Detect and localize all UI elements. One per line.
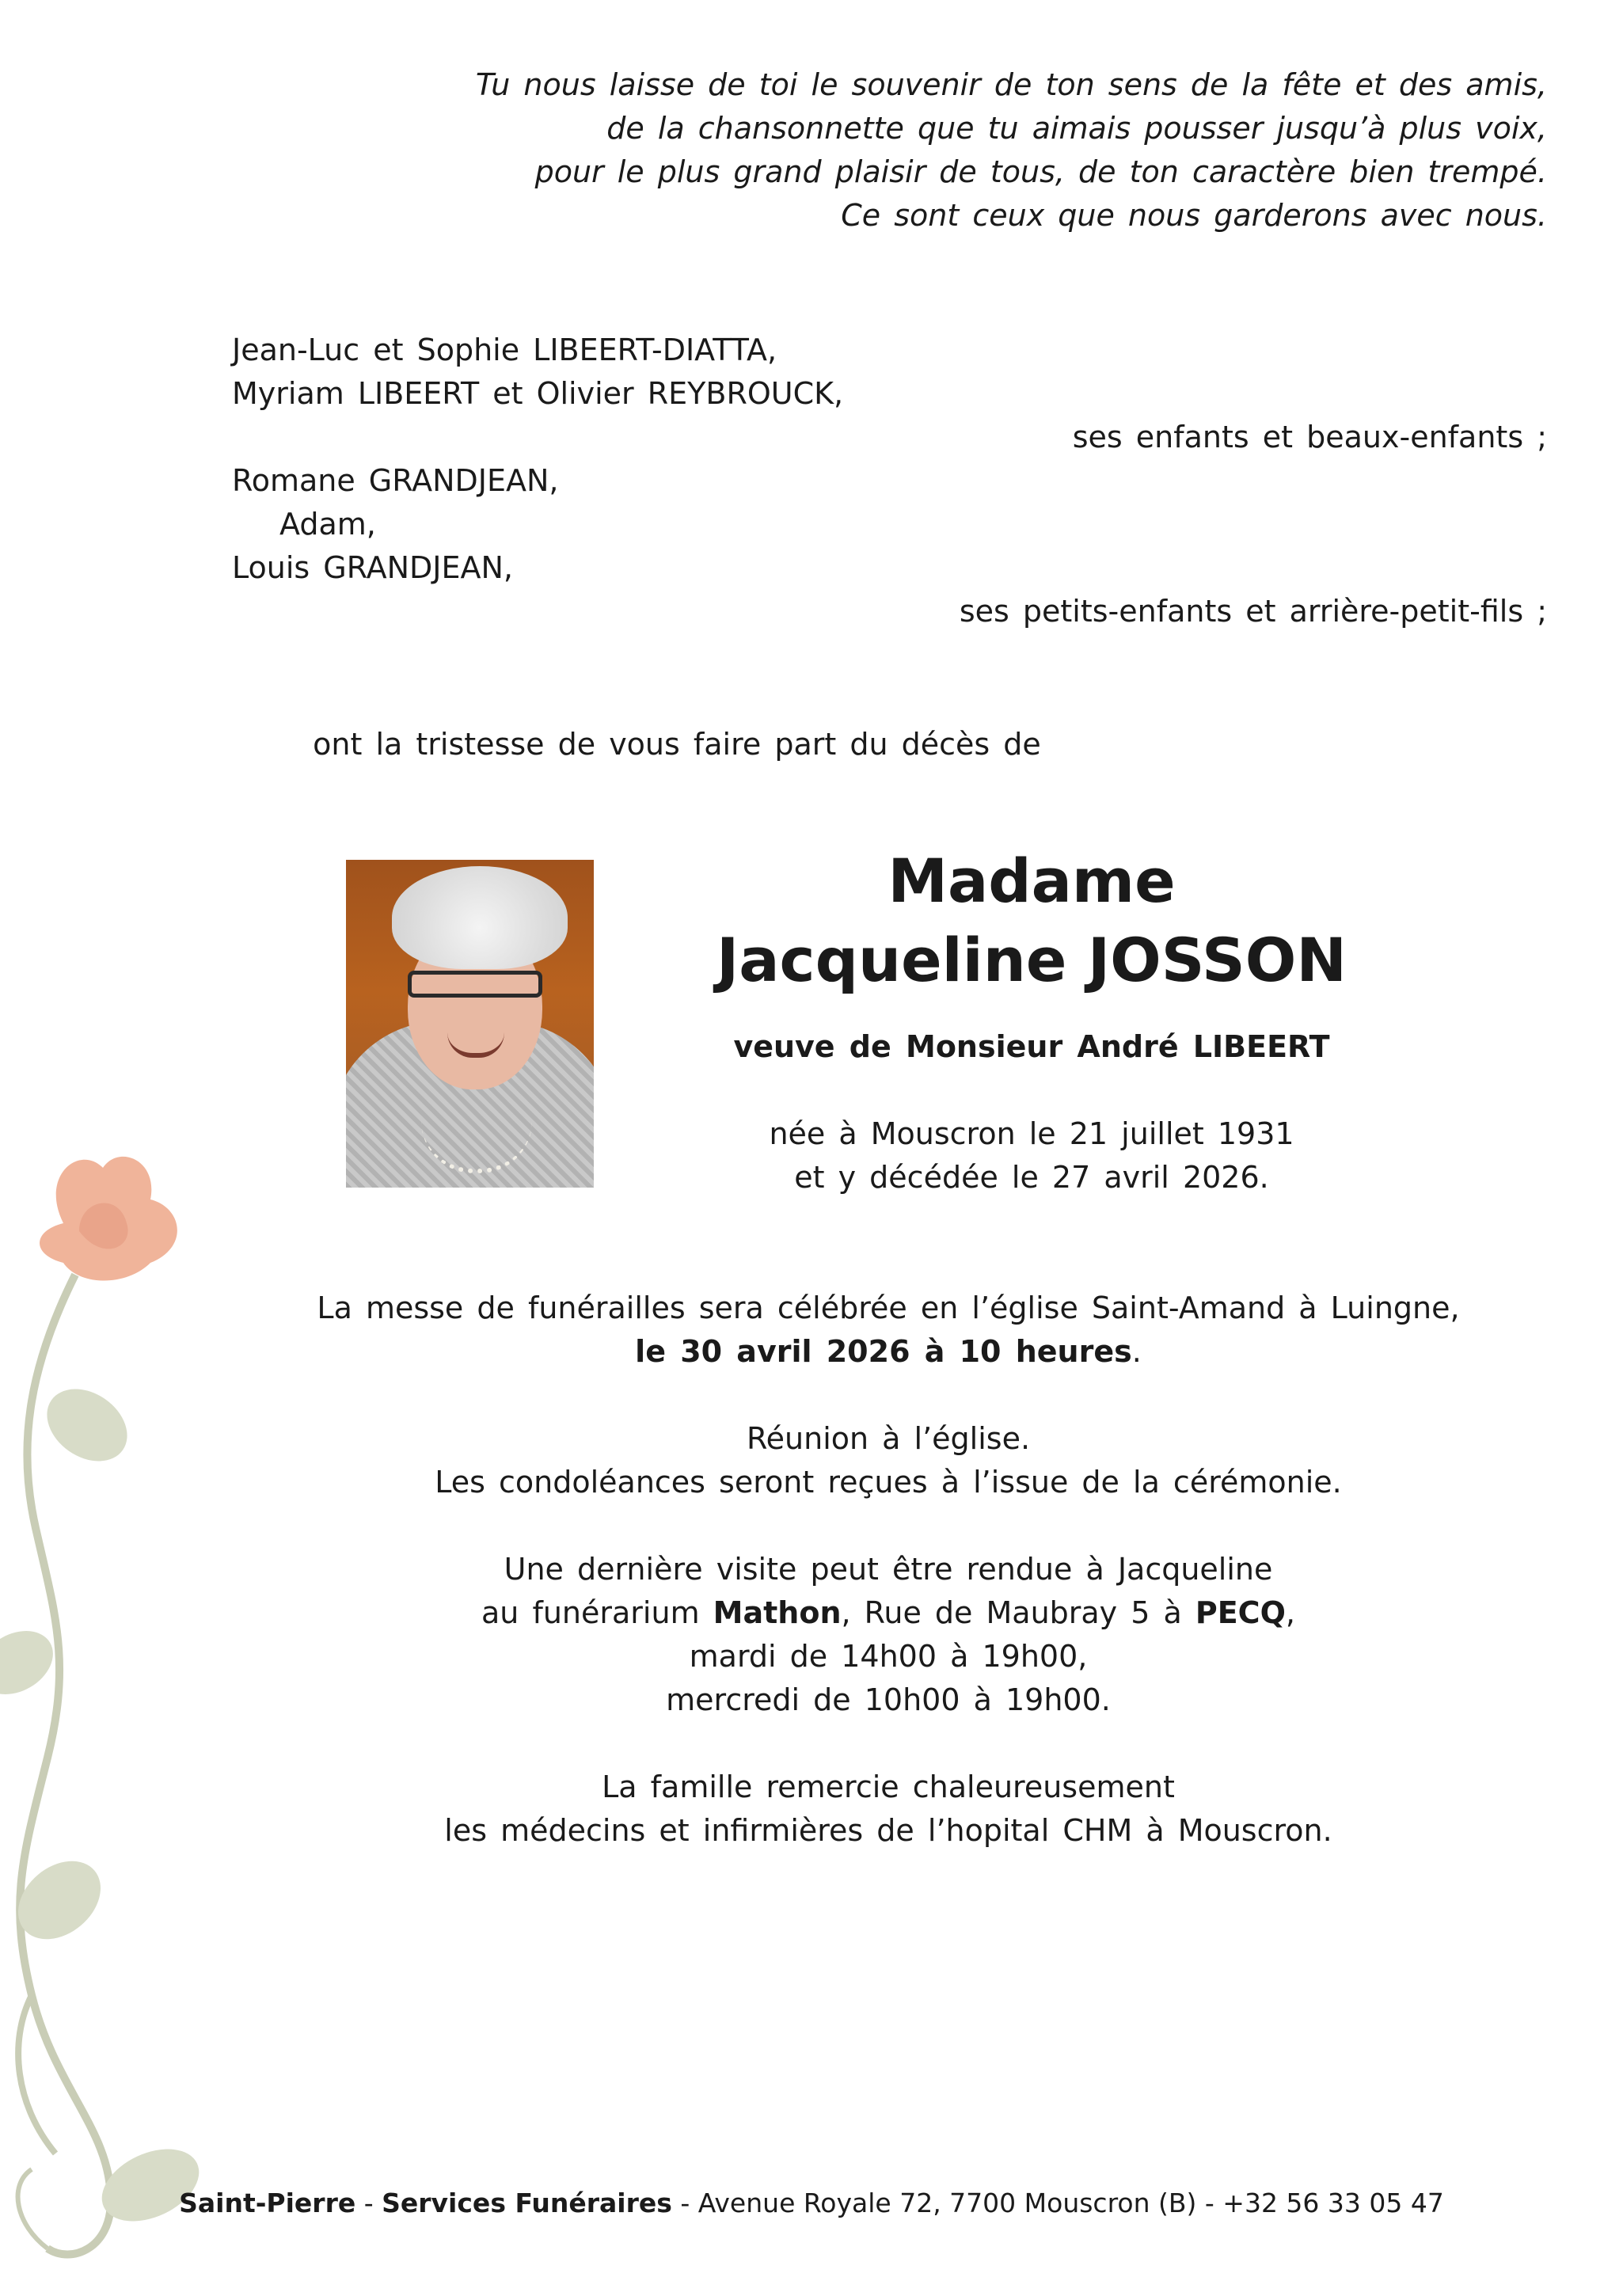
epitaph-poem [359, 63, 1547, 238]
mass-line: La messe de funérailles sera célébrée en l’église Saint-Amand à Luingne, [317, 1291, 1460, 1325]
mass-date-line: le 30 avril 2026 à 10 heures. [635, 1334, 1142, 1369]
deceased-name: Jacqueline JOSSON [716, 925, 1347, 995]
family-member: Adam, [279, 507, 376, 542]
poem-line: Tu nous laisse de toi le souvenir de ton sens de la fête et des amis, [475, 67, 1547, 102]
family-role: ses enfants et beaux-enfants ; [1072, 420, 1547, 454]
town-name: PECQ [1195, 1595, 1286, 1630]
widow-of: veuve de Monsieur André LIBEERT [733, 1029, 1330, 1064]
deceased-salutation: Madame [888, 846, 1176, 916]
condolences-line: Les condoléances seront reçues à l’issue de la cérémonie. [435, 1465, 1342, 1500]
family-member: Jean-Luc et Sophie LIBEERT-DIATTA, [232, 333, 777, 367]
poem-line: Ce sont ceux que nous garderons avec nous. [841, 198, 1547, 233]
funeral-home-line: au funérarium Mathon, Rue de Maubray 5 à PECQ, [481, 1595, 1295, 1630]
rose-decoration [0, 1156, 238, 2296]
visit-hours-wednesday: mercredi de 10h00 à 19h00. [666, 1682, 1111, 1717]
funeral-service-footer: Saint-Pierre - Services Funéraires - Avenue Royale 72, 7700 Mouscron (B) - +32 56 33 05 47 [179, 2188, 1444, 2218]
thanks-line: les médecins et infirmières de l’hopital CHM à Mouscron. [444, 1813, 1332, 1848]
poem-line: de la chansonnette que tu aimais pousser jusqu’à plus voix, [606, 111, 1547, 146]
company-address: Avenue Royale 72, 7700 Mouscron (B) [697, 2188, 1197, 2218]
visit-hours-tuesday: mardi de 14h00 à 19h00, [689, 1639, 1088, 1674]
poem-line: pour le plus grand plaisir de tous, de ton caractère bien trempé. [534, 154, 1547, 189]
company-phone: +32 56 33 05 47 [1222, 2188, 1444, 2218]
portrait-photo [346, 860, 594, 1188]
thanks-line: La famille remercie chaleureusement [602, 1770, 1175, 1804]
company-name: Saint-Pierre [179, 2188, 356, 2218]
announcement-text: ont la tristesse de vous faire part du décès de [313, 727, 1041, 762]
mass-date: le 30 avril 2026 à 10 heures [635, 1334, 1132, 1369]
death-line: et y décédée le 27 avril 2026. [794, 1160, 1269, 1195]
birth-line: née à Mouscron le 21 juillet 1931 [769, 1116, 1294, 1151]
gathering-line: Réunion à l’église. [746, 1421, 1031, 1456]
family-member: Louis GRANDJEAN, [232, 550, 513, 585]
service-name: Services Funéraires [382, 2188, 672, 2218]
family-member: Myriam LIBEERT et Olivier REYBROUCK, [232, 376, 844, 411]
family-role: ses petits-enfants et arrière-petit-fils ; [959, 594, 1547, 629]
visit-line: Une dernière visite peut être rendue à Jacqueline [504, 1552, 1273, 1587]
life-dates [697, 1112, 1366, 1199]
funeral-home-name: Mathon [713, 1595, 842, 1630]
family-member: Romane GRANDJEAN, [232, 463, 559, 498]
